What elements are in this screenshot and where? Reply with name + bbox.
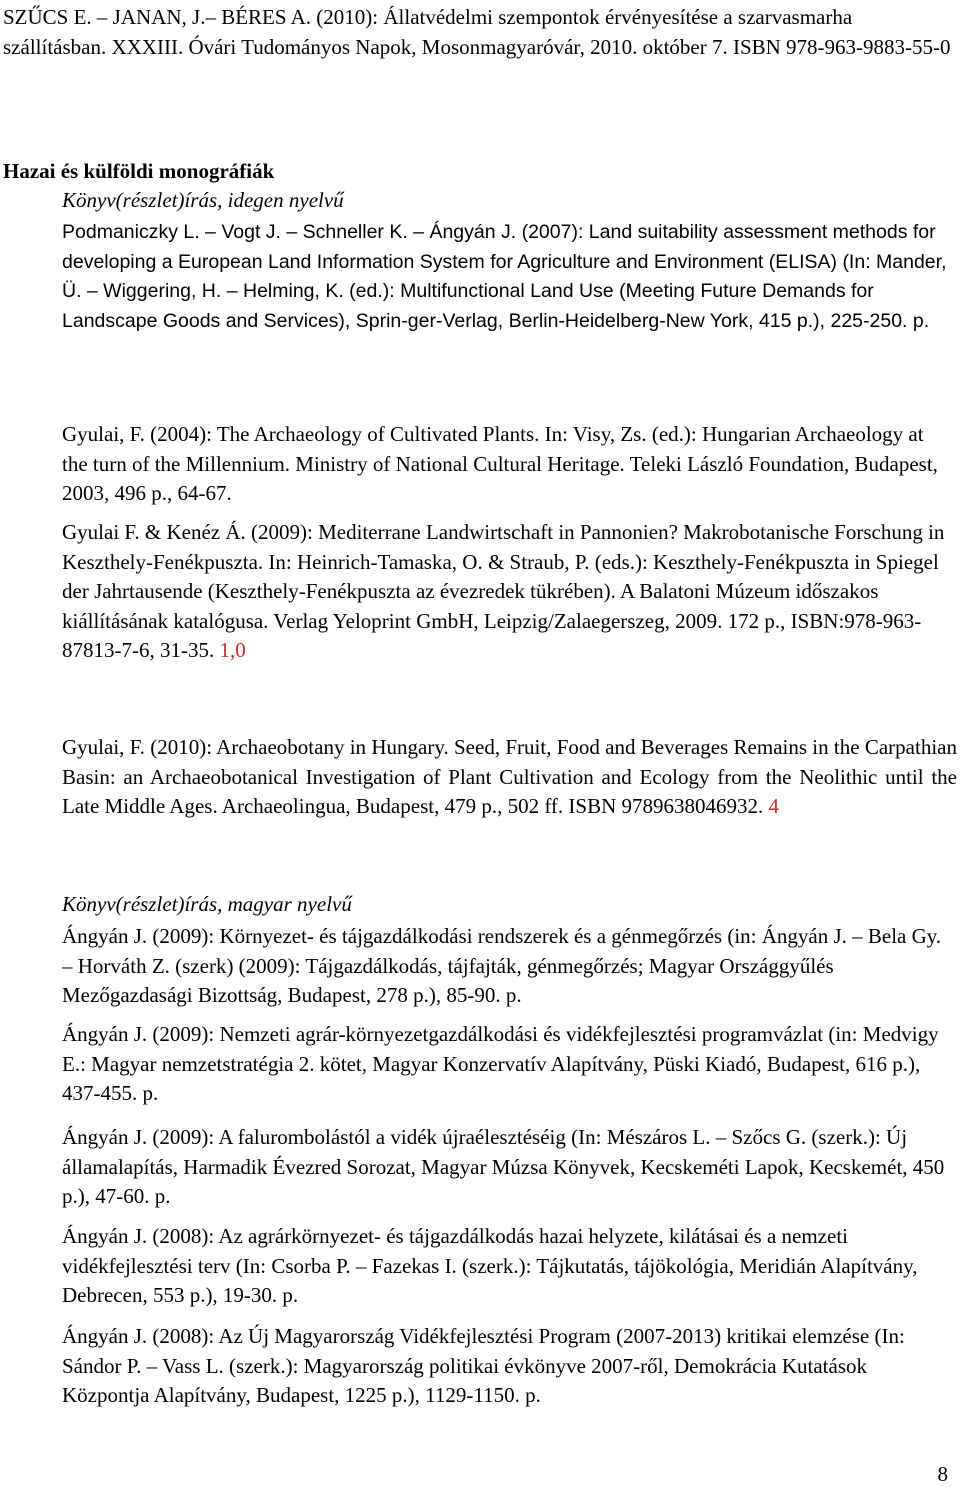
reference-gyulai-2004: Gyulai, F. (2004): The Archaeology of Cultivated Plants. In: Visy, Zs. (ed.): Hungarian Archaeology at the turn of the Millennium. Ministry of National Cultural Heritage. Teleki László Foundation, Budapest, 2003, 496 p., 64-67. (62, 422, 938, 505)
subheading-foreign-language: Könyv(részlet)írás, idegen nyelvű (62, 188, 344, 212)
subheading-hungarian-language: Könyv(részlet)írás, magyar nyelvű (62, 892, 352, 916)
reference-gyulai-2010 (62, 733, 957, 822)
reference-text: Gyulai, F. (2010): Archaeobotany in Hungary. Seed, Fruit, Food and Beverages Remains in the Carpathian Basin: an Archaeobotanical Investigation of Plant Cultivation and Ecology from the Neolithic until the Late Middle Ages. Archaeolingua, Budapest, 479 p., 502 ff. ISBN 9789638046932. (62, 735, 957, 818)
reference-angyan-2009-c: Ángyán J. (2009): A falurombolástól a vidék újraélesztéséig (In: Mészáros L. – Szőcs G. (szerk.): Új államalapítás, Harmadik Évezred Sorozat, Magyar Múzsa Könyvek, Kecskeméti Lapok, Kecskemét, 450 p.), 47-60. p. (62, 1125, 945, 1208)
reference-text: Gyulai F. & Kenéz Á. (2009): Mediterrane Landwirtschaft in Pannonien? Makrobotanische Forschung in Keszthely-Fenékpuszta. In: Heinrich-Tamaska, O. & Straub, P. (eds.): Keszthely-Fenékpuszta in Spiegel der Jahrtausende (Keszthely-Fenékpuszta az évezredek tükrében). A Balatoni Múzeum időszakos kiállításának katalógusa. Verlag Yeloprint GmbH, Leipzig/Zalaegerszeg, 2009. 172 p., ISBN:978-963-87813-7-6, 31-35. (62, 520, 945, 662)
reference-szucs-2010: SZŰCS E. – JANAN, J.– BÉRES A. (2010): Állatvédelmi szempontok érvényesítése a szarvasmarha szállításban. XXXIII. Óvári Tudományos Napok, Mosonmagyaróvár, 2010. október 7. ISBN 978-963-9883-55-0 (3, 5, 951, 59)
reference-podmaniczky-2007: Podmaniczky L. – Vogt J. – Schneller K. – Ángyán J. (2007): Land suitability assessment methods for developing a European Land Information System for Agriculture and Environment (ELISA) (In: Mander, Ü. – Wiggering, H. – Helming, K. (ed.): Multifunctional Land Use (Meeting Future Demands for Landscape Goods and Services), Sprin-ger-Verlag, Berlin-Heidelberg-New York, 415 p.), 225-250. p. (62, 221, 947, 332)
section-heading-monographs: Hazai és külföldi monográfiák (3, 159, 275, 183)
impact-score: 1,0 (219, 638, 246, 662)
reference-angyan-2008-b: Ángyán J. (2008): Az Új Magyarország Vidékfejlesztési Program (2007-2013) kritikai elemzése (In: Sándor P. – Vass L. (szerk.): Magyarország politikai évkönyve 2007-ről, Demokrácia Kutatások Központja Alapítvány, Budapest, 1225 p.), 1129-1150. p. (62, 1324, 905, 1407)
reference-angyan-2008-a: Ángyán J. (2008): Az agrárkörnyezet- és tájgazdálkodás hazai helyzete, kilátásai és a nemzeti vidékfejlesztési terv (In: Csorba P. – Fazekas I. (szerk.): Tájkutatás, tájökológia, Meridián Alapítvány, Debrecen, 553 p.), 19-30. p. (62, 1224, 918, 1307)
reference-angyan-2009-a: Ángyán J. (2009): Környezet- és tájgazdálkodási rendszerek és a génmegőrzés (in: Ángyán J. – Bela Gy. – Horváth Z. (szerk) (2009): Tájgazdálkodás, tájfajták, génmegőrzés; Magyar Országgyűlés Mezőgazdasági Bizottság, Budapest, 278 p.), 85-90. p. (62, 924, 942, 1007)
reference-gyulai-kenez-2009 (62, 518, 954, 666)
reference-angyan-2009-b: Ángyán J. (2009): Nemzeti agrár-környezetgazdálkodási és vidékfejlesztési programvázlat (in: Medvigy E.: Magyar nemzetstratégia 2. kötet, Magyar Konzervatív Alapítvány, Püski Kiadó, Budapest, 616 p.), 437-455. p. (62, 1022, 939, 1105)
page-number: 8 (937, 1462, 948, 1486)
impact-score: 4 (768, 794, 780, 818)
